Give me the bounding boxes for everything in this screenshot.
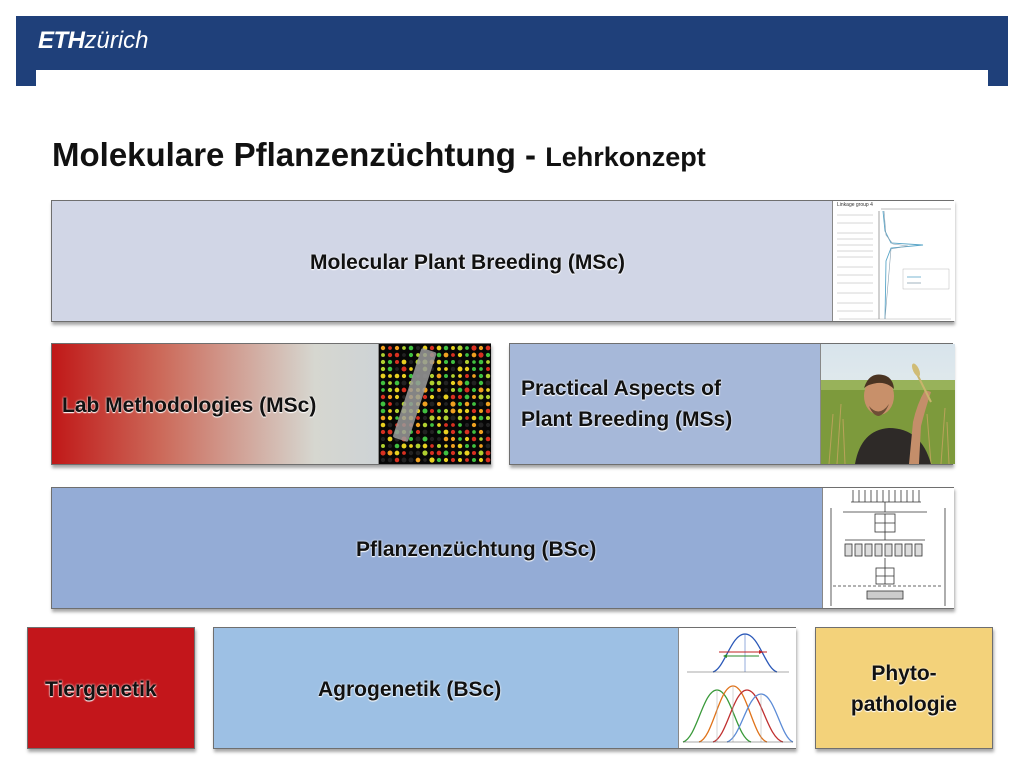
box-tiergenetik	[27, 627, 195, 749]
title-sub: Lehrkonzept	[545, 142, 706, 172]
distribution-curves-figure	[678, 628, 796, 748]
logo-eth-text: ETH	[38, 27, 85, 54]
linkage-map-figure	[832, 201, 955, 321]
field-photo	[820, 344, 955, 464]
box-practical-aspects	[509, 343, 953, 465]
box-phytopathologie	[815, 627, 993, 749]
practical-aspects-line1: Practical Aspects of	[521, 377, 721, 400]
tiergenetik-label: Tiergenetik	[45, 678, 157, 701]
slide-title	[52, 136, 706, 174]
header-divider	[36, 70, 988, 86]
logo-zurich-text: zürich	[84, 27, 149, 54]
agrogenetik-label: Agrogenetik (BSc)	[318, 678, 502, 701]
molecular-plant-breeding-label: Molecular Plant Breeding (MSc)	[310, 251, 626, 274]
breeding-scheme-figure	[822, 488, 954, 608]
box-lab-methodologies	[51, 343, 491, 465]
header-bar	[16, 16, 1008, 86]
lab-methodologies-label: Lab Methodologies (MSc)	[62, 394, 317, 417]
linkage-group-caption: Linkage group 4	[837, 202, 873, 208]
box-agrogenetik	[213, 627, 796, 749]
phytopathologie-line2: pathologie	[850, 693, 958, 716]
box-pflanzenzuechtung	[51, 487, 954, 609]
box-molecular-plant-breeding	[51, 200, 954, 322]
title-main: Molekulare Pflanzenzüchtung -	[52, 136, 546, 173]
eth-logo[interactable]	[38, 26, 149, 56]
microarray-image	[378, 344, 491, 464]
practical-aspects-line2: Plant Breeding (MSs)	[521, 408, 733, 431]
pflanzenzuechtung-label: Pflanzenzüchtung (BSc)	[356, 538, 597, 561]
phytopathologie-line1: Phyto-	[871, 662, 937, 685]
